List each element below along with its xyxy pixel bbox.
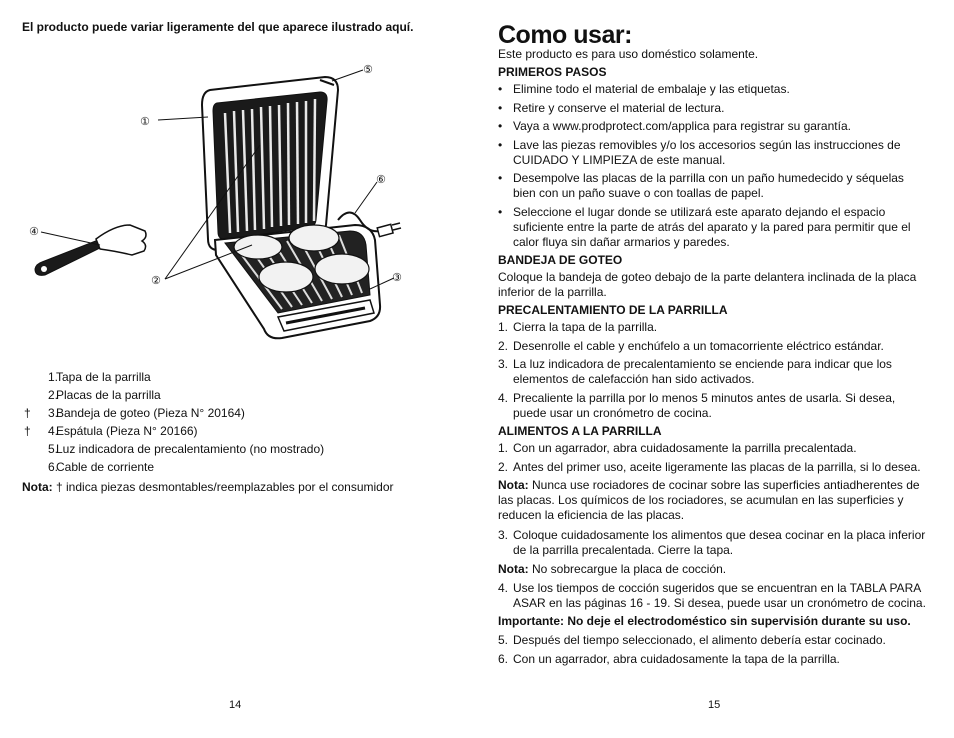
bullet-text: Lave las piezas removibles y/o los accesorios según las instrucciones de CUIDADO Y LIMPIEZA de este manual. (513, 137, 901, 167)
item-text: Con un agarrador, abra cuidadosamente la tapa de la parrilla. (513, 651, 840, 666)
parts-list-item (22, 406, 442, 424)
item-text: Cierra la tapa de la parrilla. (513, 320, 658, 334)
numbered-item (498, 357, 928, 387)
overload-note (498, 562, 928, 577)
part-number: 1. (47, 370, 58, 384)
bullet-text: Elimine todo el material de embalaje y las etiquetas. (513, 82, 790, 96)
footnote-text: † indica piezas desmontables/reemplazables por el consumidor (52, 480, 394, 494)
part-number: 3. (47, 406, 58, 420)
numbered-item (498, 652, 928, 667)
bullet-item (498, 171, 928, 201)
grill-lid (202, 77, 338, 250)
part-number: 5. (47, 442, 58, 456)
note-text: No sobrecargue la placa de cocción. (528, 561, 727, 576)
bullet-text: Retire y conserve el material de lectura. (513, 100, 725, 115)
section-heading-preheat: PRECALENTAMIENTO DE LA PARRILLA (498, 303, 728, 317)
parts-list-item (22, 460, 442, 478)
bullet-item (498, 119, 928, 134)
page-number-left: 14 (229, 699, 242, 711)
bullet-marker: • (498, 171, 503, 185)
note-label: Nota: (498, 478, 529, 492)
item-number: 1. (498, 441, 509, 455)
part-number: 2. (47, 388, 58, 402)
bullet-item (498, 82, 928, 97)
page-number-right: 15 (708, 699, 721, 711)
part-label: Tapa de la parrilla (56, 370, 151, 384)
bullet-marker: • (498, 204, 503, 219)
grill-base (215, 225, 380, 338)
part-dagger: † (24, 406, 31, 420)
item-number: 5. (498, 633, 509, 647)
bullet-item (498, 101, 928, 116)
numbered-item (498, 391, 928, 421)
callout-5: ⑤ (363, 63, 373, 76)
note-label: Nota: (498, 561, 529, 576)
numbered-item (498, 441, 928, 456)
parts-list-item (22, 424, 442, 442)
item-number: 3. (498, 357, 509, 371)
grill-illustration (20, 55, 440, 355)
bullet-item (498, 138, 928, 168)
product-variation-note: El producto puede variar ligeramente del que aparece ilustrado aquí. (22, 20, 414, 34)
bullet-item (498, 205, 928, 250)
drip-tray-text: Coloque la bandeja de goteo debajo de la parte delantera inclinada de la placa inferior de la parrilla. (498, 270, 917, 299)
bullet-text: Seleccione el lugar donde se utilizará este aparato dejando el espacio suficiente entre la parte de atrás del aparato y la pared para permitir que el calor fluya sin dañar armarios y paredes. (513, 204, 911, 249)
callout-4: ④ (29, 225, 39, 238)
item-number: 2. (498, 338, 509, 353)
numbered-item (498, 320, 928, 335)
item-number: 4. (498, 390, 509, 405)
removable-parts-footnote (22, 480, 394, 494)
part-label: Placas de la parrilla (56, 388, 161, 402)
numbered-item (498, 633, 928, 648)
item-text: Use los tiempos de cocción sugeridos que se encuentran en la TABLA PARA ASAR en las páginas 16 - 19. Si desea, puede usar un cronómetro de cocina. (513, 580, 926, 610)
part-number: 4. (47, 424, 58, 438)
numbered-item (498, 528, 928, 558)
part-number: 6. (47, 460, 58, 474)
item-number: 6. (498, 651, 509, 666)
nonstick-spray-note (498, 478, 928, 523)
section-heading-grilling: ALIMENTOS A LA PARRILLA (498, 424, 662, 438)
item-text: Coloque cuidadosamente los alimentos que desea cocinar en la placa inferior de la parrilla precalentada. Cierre la tapa. (513, 528, 926, 557)
bullet-marker: • (498, 100, 503, 115)
part-label: Espátula (Pieza N° 20166) (56, 424, 198, 438)
item-text: Después del tiempo seleccionado, el alimento debería estar cocinado. (513, 633, 886, 647)
item-number: 4. (498, 580, 509, 595)
part-label: Luz indicadora de precalentamiento (no mostrado) (56, 442, 325, 456)
item-text: Precaliente la parrilla por lo menos 5 minutos antes de usarla. Si desea, puede usar un cronómetro de cocina. (513, 390, 896, 420)
instructions-column (498, 47, 928, 670)
parts-list-item (22, 442, 442, 460)
item-number: 3. (498, 528, 509, 542)
bullet-text: Desempolve las placas de la parrilla con un paño humedecido y séquelas bien con un paño suave o con toallas de papel. (513, 171, 904, 200)
bullet-marker: • (498, 119, 503, 133)
callout-2: ② (151, 274, 161, 287)
intro-text: Este producto es para uso doméstico solamente. (498, 47, 759, 61)
item-text: Desenrolle el cable y enchúfelo a un tomacorriente eléctrico estándar. (513, 338, 884, 353)
numbered-item (498, 339, 928, 354)
callout-3: ③ (392, 271, 402, 284)
item-text: Antes del primer uso, aceite ligeramente las placas de la parrilla, si lo desea. (513, 459, 921, 474)
numbered-item (498, 581, 928, 611)
parts-list-item (22, 370, 442, 388)
callout-1: ① (140, 115, 150, 128)
parts-list-item (22, 388, 442, 406)
important-warning: Importante: No deje el electrodoméstico sin supervisión durante su uso. (498, 614, 911, 628)
bullet-text: Vaya a www.prodprotect.com/applica para registrar su garantía. (513, 119, 851, 133)
page-title: Como usar: (498, 21, 632, 49)
bullet-marker: • (498, 82, 503, 96)
callout-6: ⑥ (376, 173, 386, 186)
spatula (35, 225, 146, 275)
item-text: La luz indicadora de precalentamiento se enciende para indicar que los elementos de calefacción han sido activados. (513, 357, 892, 386)
note-text: Nunca use rociadores de cocinar sobre las superficies antiadherentes de las placas. Los químicos de los rociadores, se acumulan en las superficies y reducen la eficiencia de las placas. (498, 478, 920, 522)
part-dagger: † (24, 424, 31, 438)
item-number: 2. (498, 459, 509, 474)
parts-list (22, 370, 442, 478)
part-label: Cable de corriente (56, 460, 155, 474)
footnote-label: Nota: (22, 480, 53, 494)
numbered-item (498, 460, 928, 475)
part-label: Bandeja de goteo (Pieza N° 20164) (56, 406, 245, 420)
item-number: 1. (498, 320, 509, 334)
section-heading-drip-tray: BANDEJA DE GOTEO (498, 253, 623, 267)
item-text: Con un agarrador, abra cuidadosamente la parrilla precalentada. (513, 441, 857, 455)
bullet-marker: • (498, 137, 503, 152)
section-heading-first-steps: PRIMEROS PASOS (498, 65, 607, 79)
